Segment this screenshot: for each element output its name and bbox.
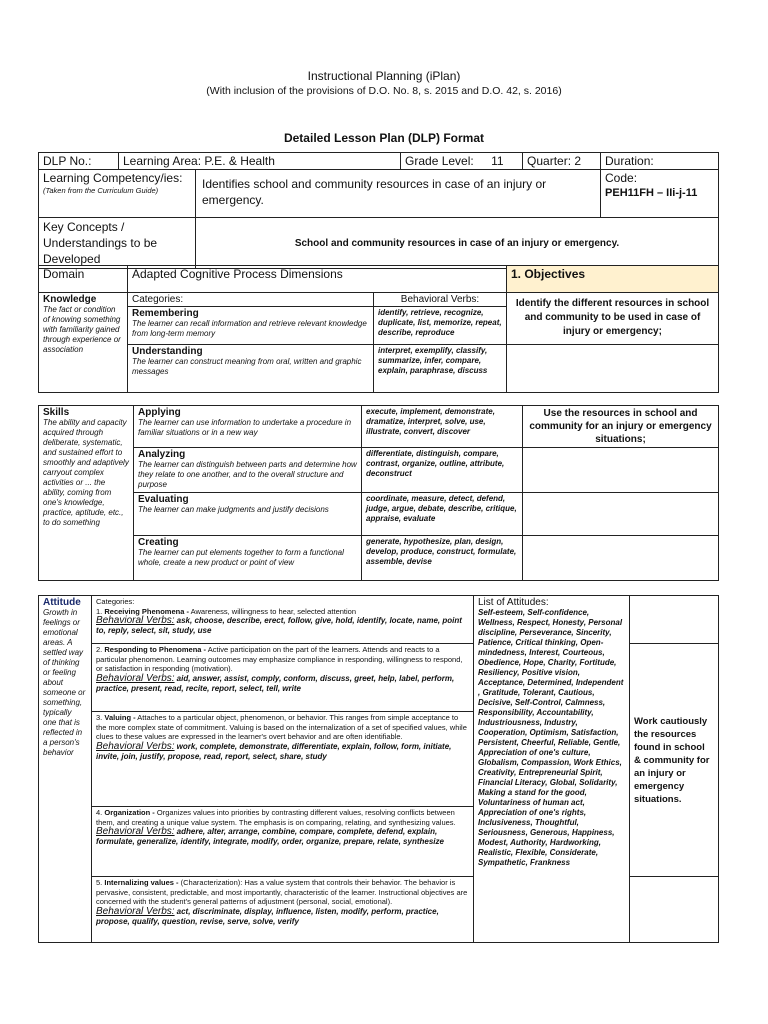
- category-creating: [134, 536, 362, 581]
- internalizing-verbs: act, discriminate, display, influence, listen, modify, perform, practice, propose, qualify, question, revise, serve, solve, verify: [96, 906, 439, 926]
- attitude-objective: Work cautiously the resources found in school & community for an injury or emergency situations.: [630, 644, 719, 877]
- knowledge-verbs-label: Behavioral Verbs:: [374, 293, 507, 307]
- receiving-verbs-label: Behavioral Verbs:: [96, 615, 175, 626]
- receiving-num: 1.: [96, 606, 103, 616]
- remembering-verbs: identify, retrieve, recognize, duplicate, list, memorize, repeat, describe, reproduce: [374, 307, 507, 345]
- receiving-verbs: ask, choose, describe, erect, follow, give, hold, identify, locate, name, point to, reply, select, sit, study, use: [96, 616, 462, 635]
- valuing-name: Valuing -: [104, 713, 136, 722]
- attitude-row-valuing: [92, 712, 474, 807]
- organization-verbs-label: Behavioral Verbs:: [96, 826, 175, 837]
- attitude-desc: Growth in feelings or emotional areas. A settled way of thinking or feeling about someone or something, typically one that is reflected in a person's behavior: [43, 608, 86, 757]
- organization-desc: Organizes values into priorities by contrasting different values, resolving conflicts between them, and creating a unique value system. The emphasis is on comparing, relating, and synthesizing values.: [96, 808, 456, 827]
- internalizing-desc: (Characterization): Has a value system that controls their behavior. The behavior is pervasive, consistent, predictable, and most importantly, characteristic of the learner. Instructional objectives are concerned with the student's general patterns of adjustment (personal, social, emotional).: [96, 878, 468, 906]
- knowledge-objective-empty: [507, 345, 719, 393]
- grade-level-label: Grade Level:: [405, 154, 474, 168]
- code-cell: [601, 170, 719, 218]
- knowledge-domain-cell: [39, 293, 128, 393]
- valuing-desc: Attaches to a particular object, phenomenon, or behavior. This ranges from simple acceptance to the more complex state of commitment. Valuing is based on the internalization of a set of specified values, while clues to these values are expressed in the learner's overt behavior and are often identifiable.: [96, 713, 467, 741]
- dlp-no-cell: DLP No.:: [39, 153, 119, 170]
- knowledge-categories-label: Categories:: [128, 293, 374, 307]
- attitude-domain-cell: [39, 596, 92, 943]
- internalizing-text: [96, 878, 469, 907]
- knowledge-objective: Identify the different resources in school and community to be used in case of injury or emergency;: [507, 293, 719, 345]
- remembering-desc: The learner can recall information and retrieve relevant knowledge from long-term memory: [132, 319, 367, 338]
- responding-name: Responding to Phenomena -: [104, 645, 207, 654]
- key-concepts-label: Key Concepts / Understandings to be Developed: [39, 218, 196, 269]
- domain-header: Domain: [39, 266, 128, 293]
- valuing-verbs-label: Behavioral Verbs:: [96, 740, 175, 752]
- skills-objective-empty-2: [523, 493, 719, 536]
- organization-num: 4.: [96, 808, 103, 817]
- category-remembering: [128, 307, 374, 345]
- organization-name: Organization -: [104, 808, 155, 817]
- applying-desc: The learner can use information to undertake a procedure in familiar situations or in a new way: [138, 418, 352, 437]
- page-subtitle: (With inclusion of the provisions of D.O. No. 8, s. 2015 and D.O. 42, s. 2016): [206, 85, 562, 97]
- format-title: Detailed Lesson Plan (DLP) Format: [283, 131, 485, 145]
- code-value: PEH11FH – IIi-j-11: [605, 187, 698, 199]
- category-analyzing: [134, 448, 362, 493]
- internalizing-name: Internalizing values -: [104, 878, 179, 887]
- competency-note: (Taken from the Curriculum Guide): [43, 186, 159, 195]
- responding-num: 2.: [96, 645, 103, 654]
- quarter-cell: Quarter: 2: [523, 153, 601, 170]
- understanding-verbs: interpret, exemplify, classify, summarize, infer, compare, explain, paraphrase, discuss: [374, 345, 507, 393]
- attitude-list-cell: [474, 596, 630, 943]
- category-understanding: [128, 345, 374, 393]
- code-label: Code:: [605, 171, 638, 185]
- key-concepts-text: School and community resources in case of an injury or emergency.: [196, 218, 719, 269]
- organization-verbs: adhere, alter, arrange, combine, compare, complete, defend, explain, formulate, generalize, identify, integrate, modify, order, organize, prepare, relate, synthesize: [96, 827, 444, 846]
- internalizing-verbs-label: Behavioral Verbs:: [96, 905, 175, 917]
- creating-verbs: generate, hypothesize, plan, design, develop, produce, construct, formulate, assemble, devise: [362, 536, 523, 581]
- attitude-row-responding: [92, 644, 474, 712]
- valuing-verbs: work, complete, demonstrate, differentiate, explain, follow, form, initiate, invite, join, justify, propose, read, report, select, share, study: [96, 741, 452, 761]
- skills-domain-cell: [39, 406, 134, 581]
- applying-verbs: execute, implement, demonstrate, dramatize, interpret, solve, use, illustrate, convert, discover: [362, 406, 523, 448]
- skills-objective: Use the resources in school and community for an injury or emergency situations;: [523, 406, 719, 448]
- attitude-list: Self-esteem, Self-confidence, Wellness, Respect, Honesty, Personal discipline, Perseverance, Sincerity, Patience, Critical thinking, Open-mindedness, Interest, Courteous, Obedience, Hope, Charity, Fortitude, Resiliency, Positive vision, Acceptance, Determined, Independent , Gratitude, Tolerant, Cautious, Decisive, Self-Control, Calmness, Responsibility, Accountability, Industriousness, Industry, Cooperation, Optimism, Satisfaction, Persistent, Cheerful, Reliable, Gentle, Appreciation of one's culture, Globalism, Compassion, Work Ethics, Creativity, Entrepreneurial Spirit, Financial Literacy, Global, Solidarity, Making a stand for the good, Voluntariness of human act, Appreciation of one's rights, Inclusiveness, Thoughtful, Seriousness, Generous, Happiness, Modest, Authority, Hardworking, Realistic, Flexible, Considerate, Sympathetic, Frankness: [478, 608, 624, 867]
- evaluating-desc: The learner can make judgments and justify decisions: [138, 505, 329, 514]
- organization-text: [96, 808, 469, 827]
- skills-desc: The ability and capacity acquired through deliberate, systematic, and sustained effort to smoothly and adaptively carryout complex activities or ... the ability, coming from one's knowledge, practice, aptitude, etc., to do something: [43, 418, 129, 527]
- knowledge-table: [38, 265, 719, 393]
- evaluating-verbs: coordinate, measure, detect, defend, judge, argue, debate, describe, critique, appraise, evaluate: [362, 493, 523, 536]
- grade-level-cell: [401, 153, 523, 170]
- valuing-num: 3.: [96, 713, 103, 722]
- attitude-row-internalizing: [92, 877, 474, 943]
- responding-verbs-label: Behavioral Verbs:: [96, 672, 175, 684]
- valuing-verbs-line: [96, 742, 469, 762]
- analyzing-label: Analyzing: [138, 449, 186, 460]
- attitude-label: Attitude: [43, 597, 81, 608]
- remembering-label: Remembering: [132, 308, 199, 319]
- evaluating-label: Evaluating: [138, 494, 189, 505]
- receiving-name: Receiving Phenomena -: [104, 606, 189, 616]
- organization-verbs-line: [96, 827, 469, 847]
- attitude-list-label: List of Attitudes:: [478, 597, 549, 608]
- objectives-header: 1. Objectives: [507, 266, 719, 293]
- receiving-verbs-line: [96, 616, 469, 636]
- attitude-table: [38, 595, 719, 943]
- attitude-row-receiving: [92, 596, 474, 644]
- applying-label: Applying: [138, 407, 181, 418]
- category-evaluating: [134, 493, 362, 536]
- grade-level-value: 11: [491, 154, 504, 168]
- responding-verbs-line: [96, 674, 469, 694]
- valuing-text: [96, 713, 469, 742]
- creating-desc: The learner can put elements together to form a functional whole, create a new product or point of view: [138, 548, 344, 567]
- info-table: [38, 152, 719, 269]
- attitude-row-organization: [92, 807, 474, 877]
- competency-label-cell: [39, 170, 196, 218]
- responding-text: [96, 645, 469, 674]
- competency-label: Learning Competency/ies:: [43, 171, 183, 185]
- skills-label: Skills: [43, 407, 70, 418]
- skills-objective-empty-3: [523, 536, 719, 581]
- knowledge-desc: The fact or condition of knowing something with familiarity gained through experience or association: [43, 305, 121, 354]
- learning-area-cell: Learning Area: P.E. & Health: [119, 153, 401, 170]
- receiving-desc: Awareness, willingness to hear, selected attention: [190, 606, 357, 616]
- page-title: Instructional Planning (iPlan): [307, 69, 461, 83]
- category-applying: [134, 406, 362, 448]
- creating-label: Creating: [138, 537, 179, 548]
- skills-objective-empty-1: [523, 448, 719, 493]
- duration-cell: Duration:: [601, 153, 719, 170]
- attitude-objective-empty-1: [630, 596, 719, 644]
- skills-table: [38, 405, 719, 581]
- dimensions-header: Adapted Cognitive Process Dimensions: [128, 266, 507, 293]
- knowledge-label: Knowledge: [43, 294, 97, 305]
- internalizing-verbs-line: [96, 907, 469, 927]
- analyzing-verbs: differentiate, distinguish, compare, contrast, organize, outline, attribute, deconstruct: [362, 448, 523, 493]
- responding-desc: Active participation on the part of the learners. Attends and reacts to a particular phenomenon. Learning outcomes may emphasize compliance in responding, willingness to respond, or satisfaction in responding (motivation).: [96, 645, 463, 673]
- understanding-label: Understanding: [132, 346, 203, 357]
- attitude-objective-empty-2: [630, 877, 719, 943]
- analyzing-desc: The learner can distinguish between parts and determine how they relate to one another, and to the overall structure and purpose: [138, 460, 357, 489]
- internalizing-num: 5.: [96, 878, 103, 887]
- understanding-desc: The learner can construct meaning from oral, written and graphic messages: [132, 357, 362, 376]
- competency-text: Identifies school and community resources in case of an injury or emergency.: [196, 170, 601, 218]
- responding-verbs: aid, answer, assist, comply, conform, discuss, greet, help, label, perform, practice, present, read, recite, report, select, tell, write: [96, 673, 455, 693]
- attitude-categories-label: Categories:: [96, 597, 135, 606]
